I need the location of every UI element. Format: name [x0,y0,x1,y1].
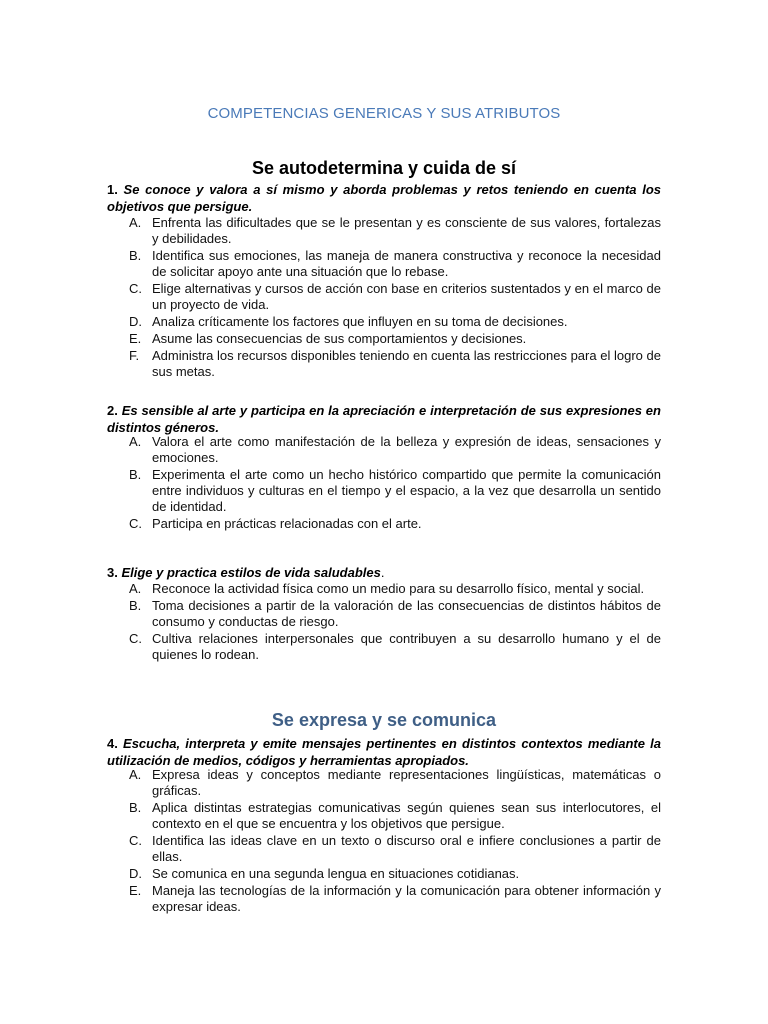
list-marker: C. [129,281,142,296]
attribute-list-1 [107,215,661,381]
list-item [107,598,661,630]
competencia-number: 2. [107,403,118,418]
competencia-tail: . [380,565,385,580]
list-item [107,800,661,832]
competencia-text: Escucha, interpreta y emite mensajes pertinentes en distintos contextos mediante la utilización de medios, códigos y herramientas apropiados. [107,736,661,768]
competencia-number: 4. [107,736,118,751]
list-marker: B. [129,598,142,613]
competencia-number: 1. [107,182,118,197]
list-marker: A. [129,581,142,596]
competencia-text: Elige y practica estilos de vida saludables [121,565,381,580]
attribute-text: Identifica sus emociones, las maneja de manera constructiva y reconoce la necesidad de solicitar apoyo ante una situación que lo rebase. [152,248,661,279]
attribute-text: Aplica distintas estrategias comunicativas según quienes sean sus interlocutores, el contexto en el que se encuentra y los objetivos que persigue. [152,800,661,831]
attribute-text: Analiza críticamente los factores que influyen en su toma de decisiones. [152,314,568,329]
attribute-text: Reconoce la actividad física como un medio para su desarrollo físico, mental y social. [152,581,645,596]
competencia-heading-3 [107,564,661,581]
list-marker: A. [129,434,142,449]
attribute-text: Se comunica en una segunda lengua en situaciones cotidianas. [152,866,520,881]
competencia-heading-2 [107,402,661,436]
competencia-text: Es sensible al arte y participa en la apreciación e interpretación de sus expresiones en distintos géneros. [107,403,661,435]
list-item [107,248,661,280]
list-item [107,833,661,865]
attribute-text: Maneja las tecnologías de la información y la comunicación para obtener información y expresar ideas. [152,883,661,914]
attribute-text: Valora el arte como manifestación de la belleza y expresión de ideas, sensaciones y emociones. [152,434,661,465]
list-marker: F. [129,348,140,363]
list-marker: C. [129,631,142,646]
list-marker: E. [129,331,142,346]
list-item [107,331,661,347]
list-marker: B. [129,467,142,482]
list-marker: A. [129,767,142,782]
list-item [107,883,661,915]
attribute-text: Identifica las ideas clave en un texto o discurso oral e infiere conclusiones a partir de ellas. [152,833,661,864]
list-item [107,631,661,663]
attribute-text: Expresa ideas y conceptos mediante representaciones lingüísticas, matemáticas o gráficas. [152,767,661,798]
list-item [107,516,661,532]
list-marker: A. [129,215,142,230]
list-item [107,467,661,515]
attribute-list-4 [107,767,661,916]
section-title-autodetermina: Se autodetermina y cuida de sí [251,158,517,178]
attribute-list-2 [107,434,661,533]
list-marker: D. [129,314,142,329]
competencia-heading-1 [107,181,661,215]
list-marker: C. [129,833,142,848]
attribute-text: Toma decisiones a partir de la valoración de las consecuencias de distintos hábitos de consumo y conductas de riesgo. [152,598,661,629]
list-item [107,581,661,597]
document-title: COMPETENCIAS GENERICAS Y SUS ATRIBUTOS [207,105,561,122]
list-item [107,314,661,330]
list-item [107,215,661,247]
list-item [107,866,661,882]
list-marker: E. [129,883,142,898]
list-item [107,281,661,313]
list-item [107,767,661,799]
attribute-text: Elige alternativas y cursos de acción con base en criterios sustentados y en el marco de un proyecto de vida. [152,281,661,312]
competencia-heading-4 [107,735,661,769]
list-marker: B. [129,248,142,263]
attribute-list-3 [107,581,661,664]
attribute-text: Asume las consecuencias de sus comportamientos y decisiones. [152,331,527,346]
list-item [107,348,661,380]
list-marker: C. [129,516,142,531]
list-marker: B. [129,800,142,815]
attribute-text: Enfrenta las dificultades que se le presentan y es consciente de sus valores, fortalezas y debilidades. [152,215,661,246]
list-marker: D. [129,866,142,881]
attribute-text: Experimenta el arte como un hecho histórico compartido que permite la comunicación entre individuos y culturas en el tiempo y el espacio, a la vez que desarrolla un sentido de identidad. [152,467,661,514]
competencia-number: 3. [107,565,118,580]
attribute-text: Administra los recursos disponibles teniendo en cuenta las restricciones para el logro de sus metas. [152,348,661,379]
attribute-text: Cultiva relaciones interpersonales que contribuyen a su desarrollo humano y el de quienes lo rodean. [152,631,661,662]
section-title-expresa: Se expresa y se comunica [271,710,497,730]
attribute-text: Participa en prácticas relacionadas con el arte. [152,516,422,531]
list-item [107,434,661,466]
competencia-text: Se conoce y valora a sí mismo y aborda problemas y retos teniendo en cuenta los objetivos que persigue. [107,182,661,214]
